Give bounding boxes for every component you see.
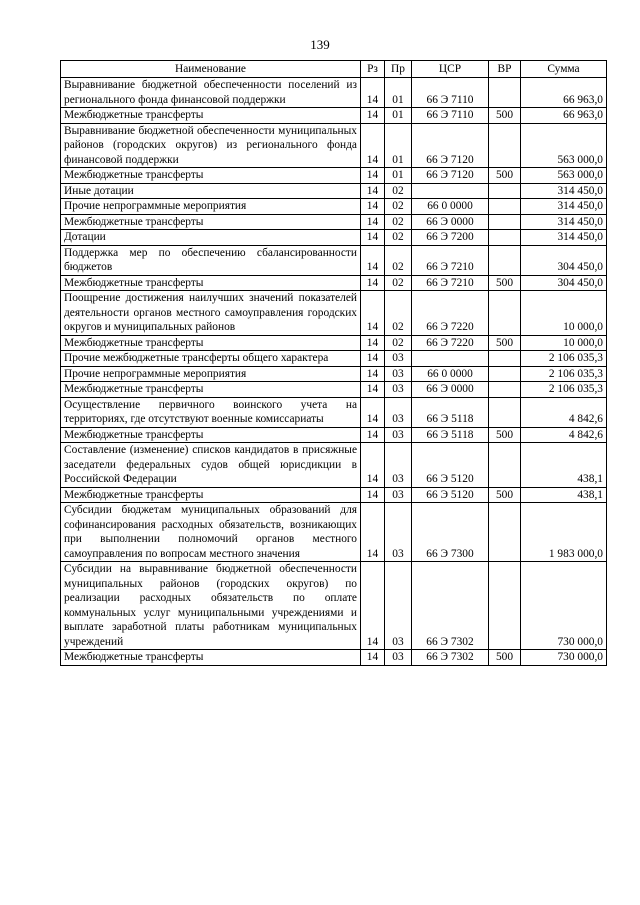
table-row <box>61 351 607 367</box>
cell-vr <box>489 351 521 367</box>
cell-sum: 730 000,0 <box>521 650 607 666</box>
cell-vr <box>489 503 521 562</box>
header-vr: ВР <box>489 61 521 78</box>
cell-rz: 14 <box>361 650 385 666</box>
cell-name: Выравнивание бюджетной обеспеченности муниципальных районов (городских округов) из регионального фонда финансовой поддержки <box>61 123 361 168</box>
cell-sum: 438,1 <box>521 443 607 488</box>
cell-sum: 314 450,0 <box>521 214 607 230</box>
cell-sum: 563 000,0 <box>521 168 607 184</box>
table-row <box>61 562 607 650</box>
table-row <box>61 487 607 503</box>
cell-sum: 314 450,0 <box>521 199 607 215</box>
cell-vr <box>489 214 521 230</box>
cell-rz: 14 <box>361 78 385 108</box>
cell-name: Межбюджетные трансферты <box>61 275 361 291</box>
cell-rz: 14 <box>361 443 385 488</box>
table-row <box>61 335 607 351</box>
cell-csr: 66 Э 5120 <box>412 487 489 503</box>
cell-rz: 14 <box>361 245 385 275</box>
cell-vr: 500 <box>489 168 521 184</box>
cell-csr: 66 Э 5120 <box>412 443 489 488</box>
cell-vr <box>489 230 521 246</box>
cell-rz: 14 <box>361 335 385 351</box>
table-header-row <box>61 61 607 78</box>
cell-vr: 500 <box>489 427 521 443</box>
cell-name: Прочие непрограммные мероприятия <box>61 199 361 215</box>
cell-name: Иные дотации <box>61 183 361 199</box>
cell-pr: 03 <box>385 443 412 488</box>
table-row <box>61 199 607 215</box>
cell-vr <box>489 562 521 650</box>
cell-rz: 14 <box>361 123 385 168</box>
cell-sum: 563 000,0 <box>521 123 607 168</box>
cell-rz: 14 <box>361 427 385 443</box>
cell-sum: 304 450,0 <box>521 245 607 275</box>
cell-vr <box>489 397 521 427</box>
cell-pr: 03 <box>385 562 412 650</box>
cell-csr: 66 Э 7210 <box>412 245 489 275</box>
table-row <box>61 382 607 398</box>
cell-vr <box>489 245 521 275</box>
table-row <box>61 366 607 382</box>
cell-pr: 01 <box>385 108 412 124</box>
cell-csr <box>412 183 489 199</box>
table-row <box>61 397 607 427</box>
cell-vr <box>489 382 521 398</box>
cell-rz: 14 <box>361 230 385 246</box>
cell-csr: 66 Э 7120 <box>412 123 489 168</box>
table-row <box>61 503 607 562</box>
cell-sum: 10 000,0 <box>521 291 607 336</box>
cell-pr: 03 <box>385 427 412 443</box>
cell-sum: 2 106 035,3 <box>521 366 607 382</box>
table-row <box>61 275 607 291</box>
table-row <box>61 168 607 184</box>
cell-rz: 14 <box>361 214 385 230</box>
cell-pr: 01 <box>385 78 412 108</box>
cell-csr: 66 Э 7110 <box>412 78 489 108</box>
header-pr: Пр <box>385 61 412 78</box>
cell-name: Поддержка мер по обеспечению сбалансированности бюджетов <box>61 245 361 275</box>
table-row <box>61 230 607 246</box>
cell-name: Межбюджетные трансферты <box>61 650 361 666</box>
cell-csr: 66 Э 7302 <box>412 650 489 666</box>
cell-rz: 14 <box>361 503 385 562</box>
cell-sum: 10 000,0 <box>521 335 607 351</box>
cell-csr: 66 0 0000 <box>412 366 489 382</box>
cell-csr: 66 Э 7210 <box>412 275 489 291</box>
cell-pr: 01 <box>385 168 412 184</box>
cell-vr: 500 <box>489 275 521 291</box>
cell-name: Выравнивание бюджетной обеспеченности поселений из регионального фонда финансовой поддержки <box>61 78 361 108</box>
cell-rz: 14 <box>361 275 385 291</box>
cell-name: Межбюджетные трансферты <box>61 335 361 351</box>
cell-name: Межбюджетные трансферты <box>61 427 361 443</box>
cell-sum: 314 450,0 <box>521 230 607 246</box>
cell-csr: 66 Э 7200 <box>412 230 489 246</box>
cell-vr: 500 <box>489 487 521 503</box>
cell-sum: 314 450,0 <box>521 183 607 199</box>
table-row <box>61 650 607 666</box>
cell-csr: 66 Э 7220 <box>412 291 489 336</box>
cell-name: Осуществление первичного воинского учета на территориях, где отсутствуют военные комиссариаты <box>61 397 361 427</box>
cell-name: Дотации <box>61 230 361 246</box>
cell-name: Субсидии бюджетам муниципальных образований для софинансирования расходных обязательств, возникающих при выполнении полномочий органов местного самоуправления по вопросам местного значения <box>61 503 361 562</box>
cell-pr: 01 <box>385 123 412 168</box>
cell-name: Межбюджетные трансферты <box>61 382 361 398</box>
cell-vr <box>489 123 521 168</box>
cell-rz: 14 <box>361 487 385 503</box>
cell-sum: 4 842,6 <box>521 397 607 427</box>
cell-sum: 2 106 035,3 <box>521 351 607 367</box>
cell-pr: 02 <box>385 245 412 275</box>
cell-sum: 66 963,0 <box>521 108 607 124</box>
header-rz: Рз <box>361 61 385 78</box>
cell-vr <box>489 183 521 199</box>
cell-pr: 02 <box>385 291 412 336</box>
cell-pr: 02 <box>385 214 412 230</box>
cell-rz: 14 <box>361 562 385 650</box>
cell-pr: 03 <box>385 382 412 398</box>
cell-name: Межбюджетные трансферты <box>61 108 361 124</box>
cell-csr: 66 Э 7302 <box>412 562 489 650</box>
budget-table <box>60 60 607 666</box>
cell-name: Прочие межбюджетные трансферты общего характера <box>61 351 361 367</box>
cell-pr: 03 <box>385 397 412 427</box>
cell-vr <box>489 78 521 108</box>
table-row <box>61 214 607 230</box>
cell-sum: 304 450,0 <box>521 275 607 291</box>
cell-rz: 14 <box>361 366 385 382</box>
cell-pr: 03 <box>385 503 412 562</box>
cell-pr: 03 <box>385 351 412 367</box>
cell-rz: 14 <box>361 397 385 427</box>
cell-rz: 14 <box>361 199 385 215</box>
cell-sum: 1 983 000,0 <box>521 503 607 562</box>
cell-csr <box>412 351 489 367</box>
table-row <box>61 78 607 108</box>
cell-name: Поощрение достижения наилучших значений показателей деятельности органов местного самоуправления городских округов и муниципальных районов <box>61 291 361 336</box>
cell-sum: 730 000,0 <box>521 562 607 650</box>
table-row <box>61 183 607 199</box>
cell-csr: 66 Э 0000 <box>412 214 489 230</box>
cell-vr: 500 <box>489 650 521 666</box>
table-row <box>61 291 607 336</box>
page-number: 139 <box>310 37 330 52</box>
cell-csr: 66 Э 5118 <box>412 397 489 427</box>
cell-csr: 66 Э 7300 <box>412 503 489 562</box>
cell-sum: 2 106 035,3 <box>521 382 607 398</box>
cell-csr: 66 0 0000 <box>412 199 489 215</box>
cell-pr: 03 <box>385 366 412 382</box>
cell-pr: 02 <box>385 199 412 215</box>
cell-rz: 14 <box>361 382 385 398</box>
header-csr: ЦСР <box>412 61 489 78</box>
table-row <box>61 427 607 443</box>
cell-sum: 66 963,0 <box>521 78 607 108</box>
cell-rz: 14 <box>361 351 385 367</box>
cell-vr: 500 <box>489 108 521 124</box>
cell-name: Межбюджетные трансферты <box>61 214 361 230</box>
table-row <box>61 123 607 168</box>
cell-rz: 14 <box>361 168 385 184</box>
cell-csr: 66 Э 7120 <box>412 168 489 184</box>
cell-name: Прочие непрограммные мероприятия <box>61 366 361 382</box>
cell-rz: 14 <box>361 108 385 124</box>
table-row <box>61 108 607 124</box>
cell-vr <box>489 366 521 382</box>
cell-csr: 66 Э 7220 <box>412 335 489 351</box>
cell-pr: 02 <box>385 230 412 246</box>
cell-vr <box>489 199 521 215</box>
cell-sum: 4 842,6 <box>521 427 607 443</box>
cell-pr: 02 <box>385 183 412 199</box>
cell-name: Субсидии на выравнивание бюджетной обеспеченности муниципальных районов (городских округов) по реализации расходных обязательств по оплате коммунальных услуг муниципальными учреждениями и выплате заработной платы работникам муниципальных учреждений <box>61 562 361 650</box>
cell-rz: 14 <box>361 183 385 199</box>
cell-pr: 02 <box>385 335 412 351</box>
table-row <box>61 443 607 488</box>
header-sum: Сумма <box>521 61 607 78</box>
cell-csr: 66 Э 5118 <box>412 427 489 443</box>
table-row <box>61 245 607 275</box>
cell-csr: 66 Э 7110 <box>412 108 489 124</box>
cell-pr: 03 <box>385 487 412 503</box>
cell-name: Межбюджетные трансферты <box>61 168 361 184</box>
cell-name: Составление (изменение) списков кандидатов в присяжные заседатели федеральных судов общей юрисдикции в Российской Федерации <box>61 443 361 488</box>
cell-sum: 438,1 <box>521 487 607 503</box>
cell-csr: 66 Э 0000 <box>412 382 489 398</box>
cell-pr: 02 <box>385 275 412 291</box>
table-body <box>61 78 607 666</box>
header-name: Наименование <box>61 61 361 78</box>
cell-rz: 14 <box>361 291 385 336</box>
cell-name: Межбюджетные трансферты <box>61 487 361 503</box>
cell-pr: 03 <box>385 650 412 666</box>
cell-vr <box>489 443 521 488</box>
cell-vr <box>489 291 521 336</box>
cell-vr: 500 <box>489 335 521 351</box>
